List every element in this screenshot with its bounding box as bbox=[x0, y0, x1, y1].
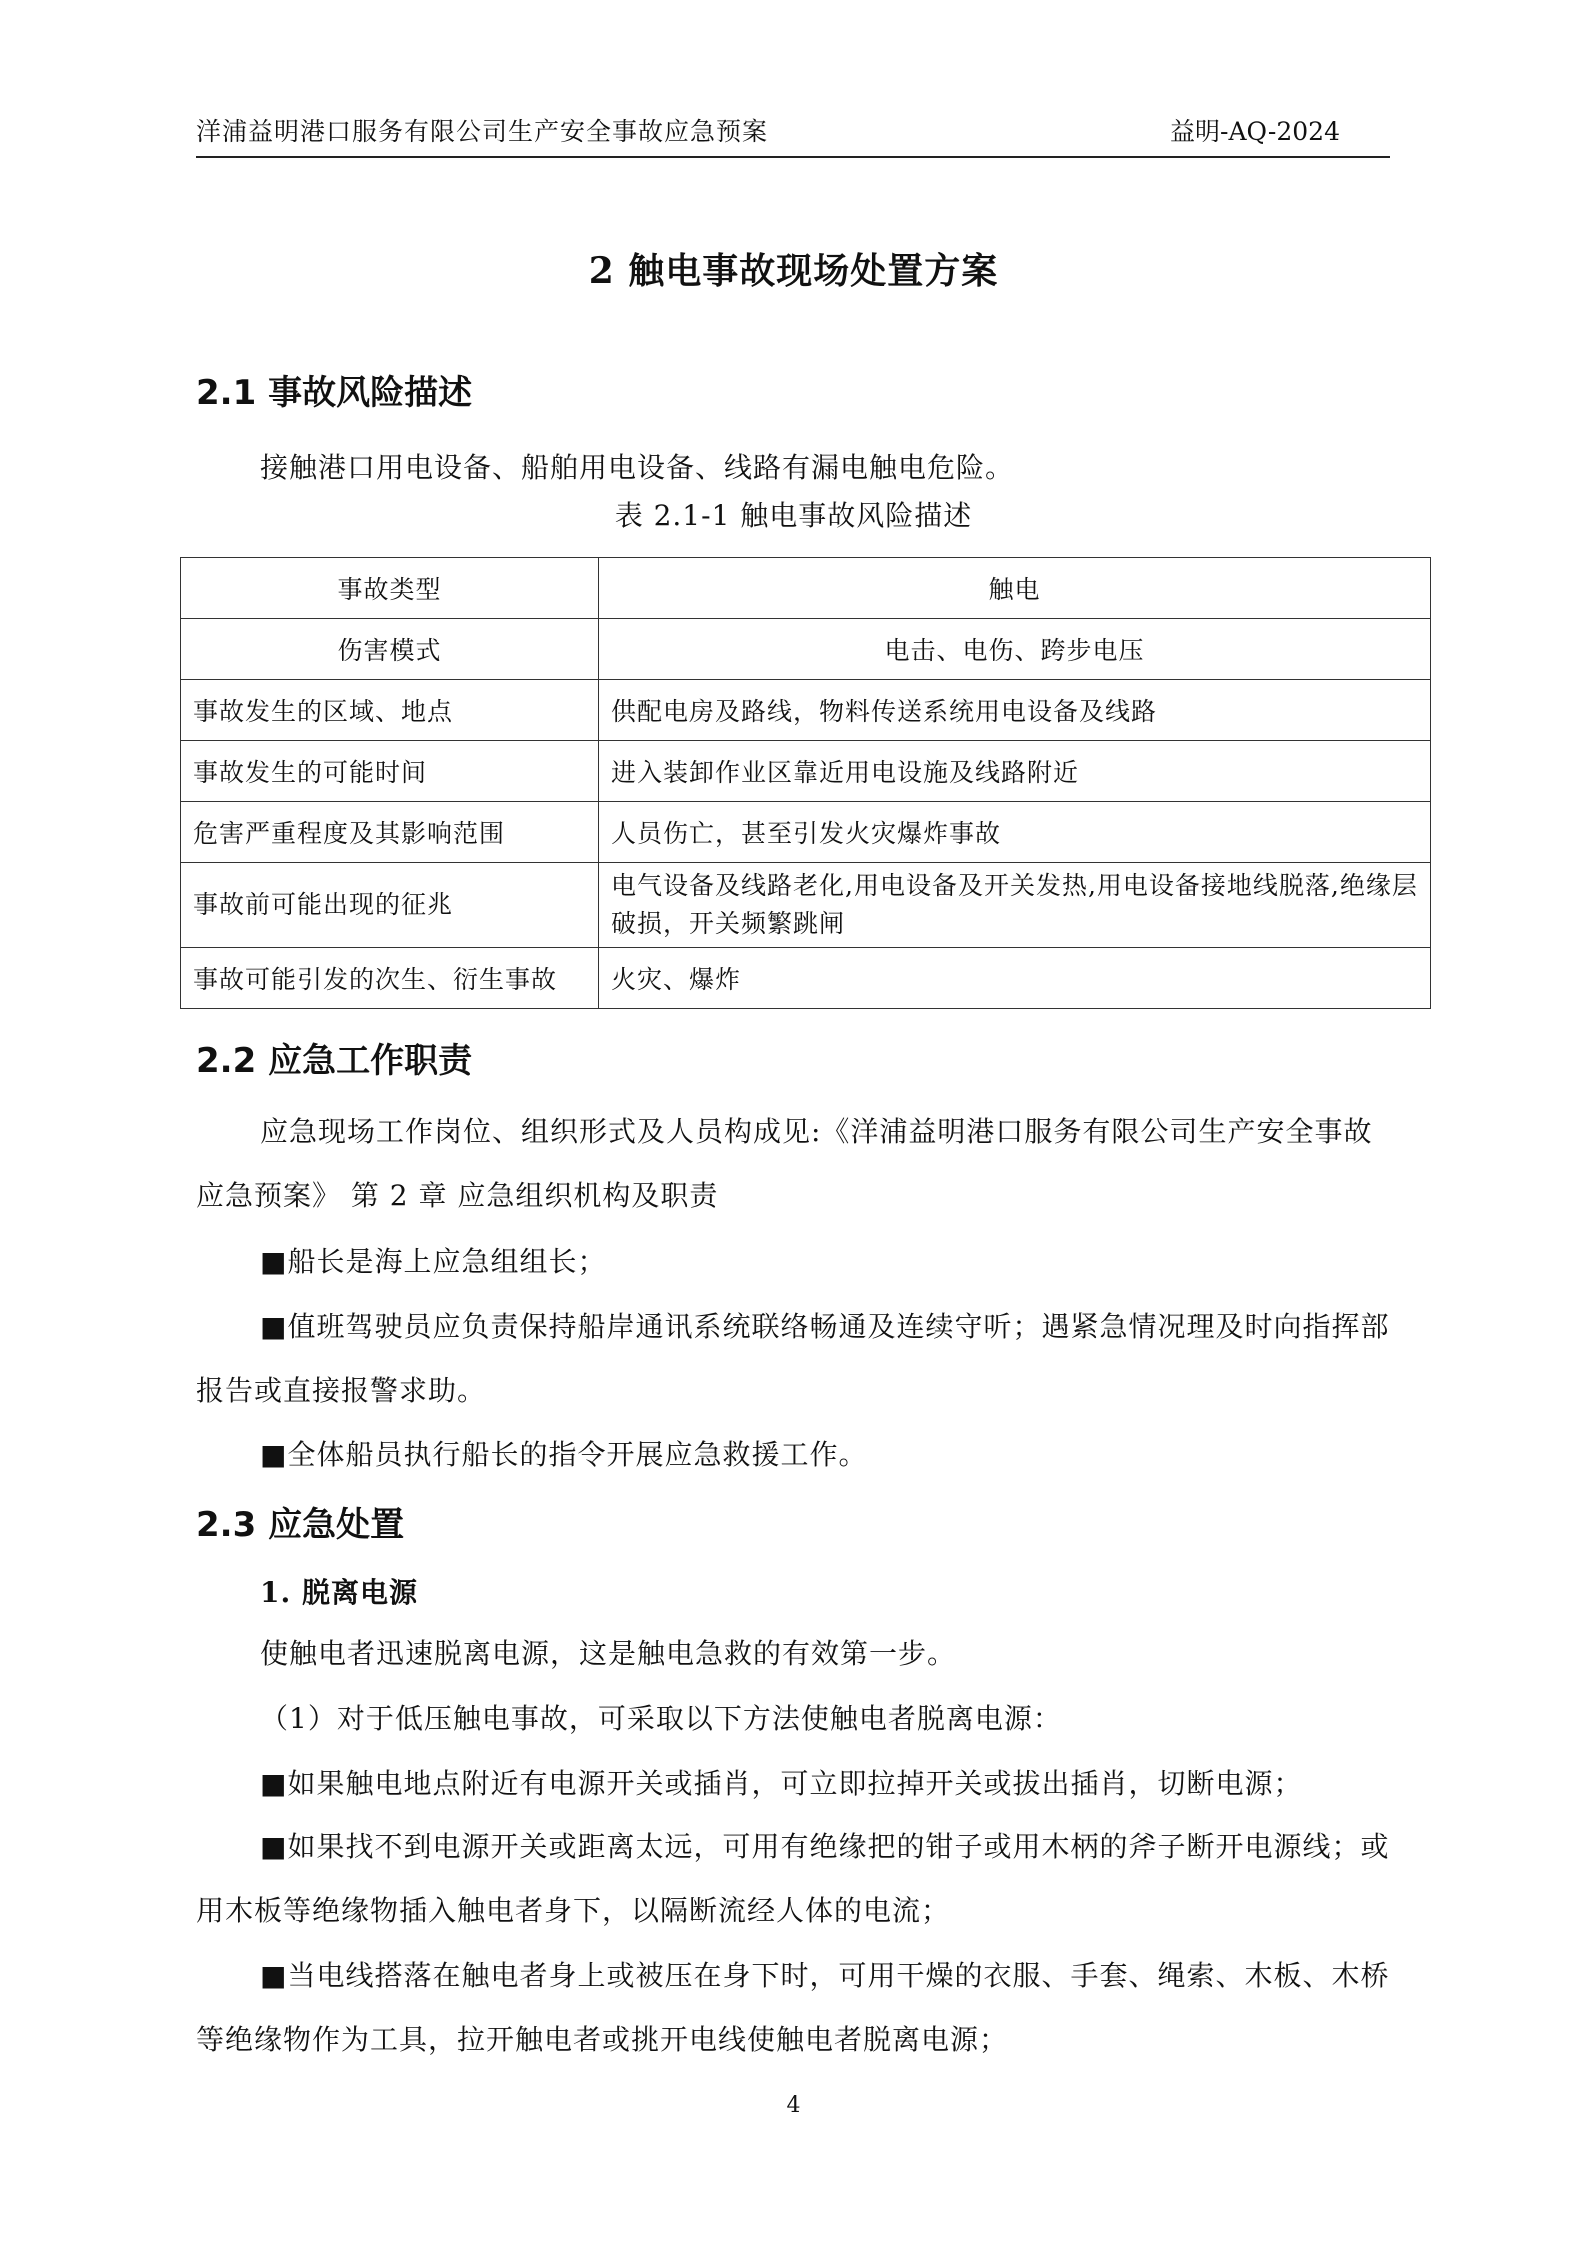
section-2-2-paragraph: 应急现场工作岗位、组织形式及人员构成见:《洋浦益明港口服务有限公司生产安全事故应急预案》 第 2 章 应急组织机构及职责 bbox=[196, 1115, 1373, 1212]
subsection-heading: 1. 脱离电源 bbox=[260, 1576, 418, 1609]
section-2-2-bullet: ■船长是海上应急组组长； bbox=[260, 1245, 607, 1278]
table-row bbox=[181, 863, 1431, 948]
risk-description-table bbox=[180, 557, 1431, 1009]
section-2-1-heading: 2.1 事故风险描述 bbox=[196, 373, 473, 413]
page-number: 4 bbox=[786, 2093, 801, 2118]
table-caption: 表 2.1-1 触电事故风险描述 bbox=[614, 499, 973, 532]
page-header bbox=[196, 110, 1390, 158]
document-title: 2 触电事故现场处置方案 bbox=[588, 250, 999, 292]
table-cell-key: 事故类型 bbox=[181, 558, 599, 619]
section-2-3-heading: 2.3 应急处置 bbox=[196, 1505, 405, 1545]
table-cell-value: 供配电房及路线，物料传送系统用电设备及线路 bbox=[599, 680, 1431, 741]
section-2-3-bullet: ■当电线搭落在触电者身上或被压在身下时，可用干燥的衣服、手套、绳索、木板、木桥等绝缘物作为工具，拉开触电者或挑开电线使触电者脱离电源； bbox=[196, 1959, 1390, 2056]
header-document-name: 洋浦益明港口服务有限公司生产安全事故应急预案 bbox=[196, 117, 769, 146]
table-cell-key: 事故前可能出现的征兆 bbox=[181, 863, 599, 948]
section-2-3-paragraph: （1）对于低压触电事故，可采取以下方法使触电者脱离电源： bbox=[260, 1702, 1062, 1735]
table-cell-key: 伤害模式 bbox=[181, 619, 599, 680]
table-cell-key: 事故可能引发的次生、衍生事故 bbox=[181, 948, 599, 1009]
section-2-3-bullet: ■如果触电地点附近有电源开关或插肖，可立即拉掉开关或拔出插肖，切断电源； bbox=[260, 1767, 1303, 1800]
table-cell-key: 危害严重程度及其影响范围 bbox=[181, 802, 599, 863]
section-2-2-heading: 2.2 应急工作职责 bbox=[196, 1041, 473, 1081]
section-2-1-intro: 接触港口用电设备、船舶用电设备、线路有漏电触电危险。 bbox=[260, 451, 1015, 484]
section-2-3-bullet: ■如果找不到电源开关或距离太远，可用有绝缘把的钳子或用木柄的斧子断开电源线；或用木板等绝缘物插入触电者身下，以隔断流经人体的电流； bbox=[196, 1830, 1390, 1927]
table-cell-value: 触电 bbox=[599, 558, 1431, 619]
table-row bbox=[181, 619, 1431, 680]
table-cell-value: 电击、电伤、跨步电压 bbox=[599, 619, 1431, 680]
section-2-2-bullet: ■值班驾驶员应负责保持船岸通讯系统联络畅通及连续守听；遇紧急情况理及时向指挥部报告或直接报警求助。 bbox=[196, 1310, 1390, 1407]
table-cell-value: 人员伤亡，甚至引发火灾爆炸事故 bbox=[599, 802, 1431, 863]
table-row bbox=[181, 558, 1431, 619]
table-row bbox=[181, 948, 1431, 1009]
table-cell-value: 进入装卸作业区靠近用电设施及线路附近 bbox=[599, 741, 1431, 802]
table-cell-value: 火灾、爆炸 bbox=[599, 948, 1431, 1009]
header-document-code: 益明-AQ-2024 bbox=[1170, 117, 1340, 146]
table-row bbox=[181, 741, 1431, 802]
table-cell-key: 事故发生的区域、地点 bbox=[181, 680, 599, 741]
section-2-2-bullet: ■全体船员执行船长的指令开展应急救援工作。 bbox=[260, 1438, 868, 1471]
table-cell-key: 事故发生的可能时间 bbox=[181, 741, 599, 802]
section-2-3-paragraph: 使触电者迅速脱离电源，这是触电急救的有效第一步。 bbox=[260, 1637, 957, 1670]
table-cell-value: 电气设备及线路老化,用电设备及开关发热,用电设备接地线脱落,绝缘层破损，开关频繁跳闸 bbox=[599, 863, 1431, 948]
table-row bbox=[181, 680, 1431, 741]
table-row bbox=[181, 802, 1431, 863]
